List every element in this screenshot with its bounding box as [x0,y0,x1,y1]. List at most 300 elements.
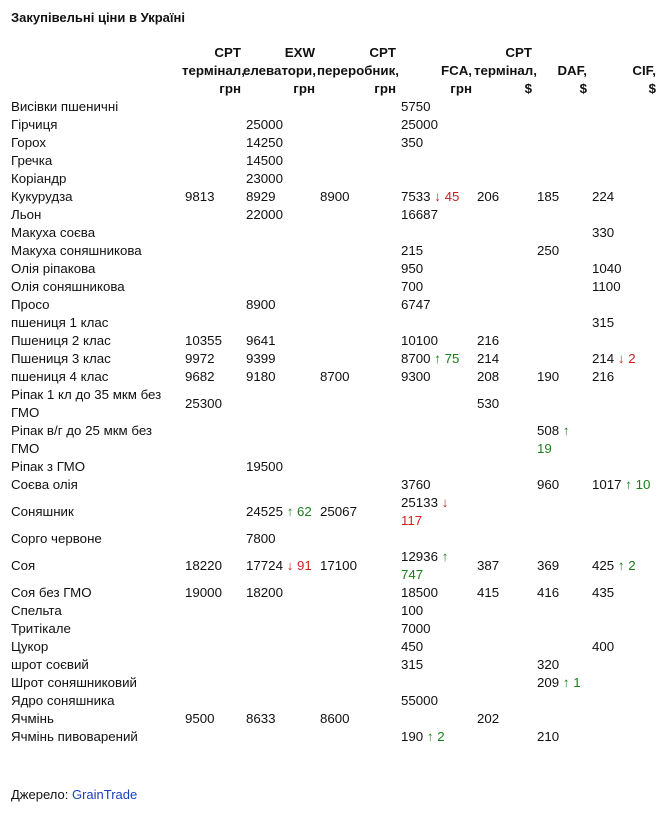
price-cell: 9300 [401,369,431,384]
source-link[interactable]: GrainTrade [71,787,138,802]
price-cell: 8900 [246,297,276,312]
price-cell [589,332,658,350]
price-cell: 6747 [401,297,431,312]
commodity-name: шрот соєвий [11,657,89,672]
price-cell [589,386,658,422]
price-cell [589,152,658,170]
price-cell [589,674,658,692]
price-cell [534,260,589,278]
commodity-name: пшениця 1 клас [11,315,109,330]
price-cell: 369 [537,558,560,573]
price-cell [243,692,317,710]
price-cell [589,710,658,728]
price-cell [317,620,398,638]
price-cell: 950 [401,261,424,276]
table-row [8,152,658,170]
price-cell: 216 [477,333,500,348]
price-cell: 185 [537,189,560,204]
header-row [8,44,658,98]
price-cell [398,170,474,188]
price-cell: 1100 [592,279,621,294]
price-cell: 960 [537,477,560,492]
price-cell [317,476,398,494]
table-row [8,368,658,386]
price-cell: 210 [537,729,560,744]
price-cell [317,422,398,458]
price-cell [589,242,658,260]
price-cell: 215 [401,243,424,258]
table-row [8,656,658,674]
table-row [8,314,658,332]
table-row [8,386,658,422]
price-change-up: ↑ 10 [625,477,651,492]
commodity-name: Макуха соняшникова [11,243,142,258]
price-value: 12936 [401,549,438,564]
price-cell: 9399 [246,351,276,366]
price-cell [534,350,589,368]
price-cell: 22000 [246,207,283,222]
price-cell [243,728,317,746]
table-row [8,278,658,296]
price-cell [182,638,243,656]
price-cell [474,692,534,710]
table-row [8,476,658,494]
price-cell [534,638,589,656]
price-value: 508 [537,423,560,438]
price-cell: 7800 [246,531,276,546]
table-row [8,224,658,242]
price-cell [534,602,589,620]
price-cell [589,692,658,710]
price-cell [317,314,398,332]
commodity-name: Ядро соняшника [11,693,115,708]
price-cell [243,620,317,638]
commodity-name: Пшениця 3 клас [11,351,111,366]
table-row [8,674,658,692]
price-cell [534,98,589,116]
price-cell [243,674,317,692]
table-row [8,620,658,638]
table-row [8,206,658,224]
price-value: 25133 [401,495,438,510]
commodity-name: Спельта [11,603,62,618]
price-cell: 8633 [246,711,276,726]
price-cell [589,620,658,638]
price-cell [182,494,243,530]
price-cell: 350 [401,135,424,150]
table-row [8,116,658,134]
price-cell [398,494,474,530]
price-cell: 9641 [246,333,276,348]
price-cell [317,728,398,746]
price-cell: 9682 [185,369,215,384]
price-cell: 8900 [320,189,350,204]
price-cell: 206 [477,189,500,204]
price-cell [317,170,398,188]
price-cell [243,494,317,530]
price-cell [534,494,589,530]
price-cell [589,530,658,548]
price-cell [398,728,474,746]
price-cell [474,314,534,332]
price-cell [317,638,398,656]
price-cell [182,458,243,476]
price-cell: 19500 [246,459,283,474]
price-cell [398,188,474,206]
header-cpt-terminal-usd: CPT термінал, $ [474,45,537,96]
price-cell: 25000 [401,117,438,132]
price-cell [317,530,398,548]
price-cell: 416 [537,585,560,600]
commodity-name: Висівки пшеничні [11,99,119,114]
price-cell: 7000 [401,621,431,636]
price-cell [243,224,317,242]
header-exw-elevators-uah: EXW елеватори, грн [243,45,316,96]
price-cell [474,728,534,746]
price-cell [534,458,589,476]
price-cell [243,260,317,278]
price-cell [534,116,589,134]
price-cell: 9180 [246,369,276,384]
commodity-name: Ріпак 1 кл до 35 мкм без ГМО [11,387,162,420]
price-value: 8700 [401,351,431,366]
price-cell [317,152,398,170]
table-row [8,332,658,350]
price-cell [589,476,658,494]
price-cell: 250 [537,243,560,258]
commodity-name: пшениця 4 клас [11,369,109,384]
price-cell [589,296,658,314]
price-cell [589,548,658,584]
price-cell [589,458,658,476]
price-cell [243,242,317,260]
price-value: 190 [401,729,424,744]
price-cell [474,278,534,296]
price-cell [317,674,398,692]
price-cell: 18500 [401,585,438,600]
table-row [8,98,658,116]
header-empty [8,44,182,98]
price-cell [243,602,317,620]
price-value: 209 [537,675,560,690]
price-cell [474,602,534,620]
price-cell [182,116,243,134]
price-change-up: ↑ 75 [434,351,460,366]
price-cell [243,422,317,458]
price-cell [589,656,658,674]
price-cell [398,710,474,728]
price-value: 17724 [246,558,283,573]
price-cell [243,386,317,422]
price-value: 214 [592,351,615,366]
commodity-name: Олія соняшникова [11,279,125,294]
commodity-name: Соя без ГМО [11,585,92,600]
header-cpt-terminal-uah: CPT термінал, грн [182,45,245,96]
price-cell: 18220 [185,558,222,573]
price-cell [182,620,243,638]
price-cell: 8929 [246,189,276,204]
table-row [8,548,658,584]
price-cell [534,206,589,224]
price-cell: 18200 [246,585,283,600]
commodity-name: Горох [11,135,46,150]
price-cell: 14250 [246,135,283,150]
price-cell [474,116,534,134]
price-cell: 216 [592,369,615,384]
price-cell [182,296,243,314]
commodity-name: Гірчиця [11,117,58,132]
price-cell [474,458,534,476]
price-cell: 400 [592,639,615,654]
price-cell: 224 [592,189,615,204]
price-cell: 320 [537,657,560,672]
price-cell [398,314,474,332]
source-label: Джерело: [11,787,69,802]
price-cell [243,476,317,494]
price-cell [534,224,589,242]
price-cell [182,674,243,692]
commodity-name: Ячмінь [11,711,54,726]
price-cell [474,476,534,494]
price-cell [534,152,589,170]
price-cell: 530 [477,396,500,411]
prices-table [8,44,658,746]
price-cell: 3760 [401,477,431,492]
price-change-up: ↑ 747 [401,549,449,582]
price-change-up: ↑ 19 [537,423,570,456]
price-cell [317,134,398,152]
price-cell [474,422,534,458]
price-cell [317,98,398,116]
price-cell [474,134,534,152]
price-cell [317,584,398,602]
table-row [8,170,658,188]
price-cell [534,530,589,548]
price-value: 425 [592,558,615,573]
price-cell [589,728,658,746]
header-cpt-processor-uah: CPT переробник, грн [317,45,399,96]
price-cell [317,206,398,224]
price-cell [182,170,243,188]
price-cell [534,710,589,728]
table-row [8,188,658,206]
price-cell [589,170,658,188]
price-cell [474,224,534,242]
commodity-name: Ріпак з ГМО [11,459,86,474]
price-cell [534,422,589,458]
price-cell: 202 [477,711,500,726]
table-row [8,638,658,656]
price-cell [534,296,589,314]
table-row [8,494,658,530]
commodity-name: Ріпак в/г до 25 мкм без ГМО [11,423,153,456]
price-cell [589,422,658,458]
price-cell [474,296,534,314]
table-row [8,260,658,278]
price-cell [243,98,317,116]
header-cif-usd: CIF, $ [632,63,656,96]
price-cell [589,494,658,530]
price-cell [243,314,317,332]
price-cell [474,98,534,116]
price-change-down: ↓ 91 [286,558,312,573]
price-cell: 214 [477,351,500,366]
price-change-up: ↑ 1 [562,675,581,690]
commodity-name: Сорго червоне [11,531,102,546]
commodity-name: Ячмінь пивоварений [11,729,138,744]
price-cell [474,530,534,548]
price-cell [474,242,534,260]
price-cell: 8700 [320,369,350,384]
table-row [8,242,658,260]
price-cell [182,476,243,494]
price-cell: 19000 [185,585,222,600]
source-line [11,787,137,802]
price-cell: 387 [477,558,500,573]
price-cell [243,656,317,674]
price-cell [317,386,398,422]
commodity-name: Просо [11,297,50,312]
price-cell [474,674,534,692]
price-cell [534,314,589,332]
price-cell [534,170,589,188]
price-cell: 55000 [401,693,438,708]
price-cell [398,548,474,584]
price-cell [534,386,589,422]
price-cell [317,278,398,296]
price-cell: 23000 [246,171,283,186]
price-change-down: ↓ 45 [434,189,460,204]
price-cell [243,548,317,584]
price-cell [398,458,474,476]
price-cell: 9813 [185,189,215,204]
price-cell [589,134,658,152]
price-cell [182,242,243,260]
price-cell: 100 [401,603,424,618]
price-cell: 190 [537,369,560,384]
price-cell [398,422,474,458]
price-cell: 9972 [185,351,215,366]
price-cell [317,656,398,674]
price-cell [534,134,589,152]
commodity-name: Кукурудза [11,189,73,204]
price-cell [317,332,398,350]
table-row [8,134,658,152]
price-cell [317,224,398,242]
price-cell: 8600 [320,711,350,726]
commodity-name: Соняшник [11,504,74,519]
price-cell [317,602,398,620]
price-cell: 315 [401,657,424,672]
price-cell: 208 [477,369,500,384]
price-cell: 10100 [401,333,438,348]
price-cell [474,206,534,224]
price-cell [398,386,474,422]
table-row [8,710,658,728]
price-cell: 14500 [246,153,283,168]
table-row [8,728,658,746]
price-cell [317,260,398,278]
price-cell: 16687 [401,207,438,222]
price-cell [534,278,589,296]
commodity-name: Коріандр [11,171,67,186]
commodity-name: Соєва олія [11,477,78,492]
table-row [8,422,658,458]
commodity-name: Пшениця 2 клас [11,333,111,348]
table-row [8,584,658,602]
price-cell [182,314,243,332]
price-cell [534,674,589,692]
price-change-up: ↑ 2 [426,729,445,744]
price-cell: 700 [401,279,424,294]
price-cell [182,260,243,278]
price-cell [474,152,534,170]
price-cell [243,278,317,296]
price-cell: 450 [401,639,424,654]
table-row [8,602,658,620]
price-change-down: ↓ 117 [401,495,449,528]
commodity-name: Льон [11,207,42,222]
price-cell [589,206,658,224]
price-cell: 25067 [320,504,357,519]
price-cell [589,350,658,368]
price-cell: 25300 [185,396,222,411]
price-cell [182,98,243,116]
price-cell [398,224,474,242]
price-cell [398,530,474,548]
price-value: 1017 [592,477,622,492]
price-cell [317,458,398,476]
price-cell: 10355 [185,333,222,348]
commodity-name: Соя [11,558,36,573]
price-cell [182,530,243,548]
commodity-name: Олія ріпакова [11,261,96,276]
header-fca-uah: FCA, грн [440,63,472,96]
price-cell [589,602,658,620]
commodity-name: Гречка [11,153,53,168]
table-row [8,296,658,314]
price-cell: 330 [592,225,615,240]
table-row [8,692,658,710]
price-value: 7533 [401,189,431,204]
price-cell [182,278,243,296]
price-cell [398,674,474,692]
price-cell [474,260,534,278]
price-cell [589,116,658,134]
commodity-name: Цукор [11,639,49,654]
header-daf-usd: DAF, $ [557,63,587,96]
price-cell [182,422,243,458]
price-cell: 9500 [185,711,215,726]
price-cell [474,638,534,656]
commodity-name: Макуха соєва [11,225,96,240]
price-cell: 1040 [592,261,622,276]
price-cell [317,692,398,710]
price-cell [182,134,243,152]
price-cell [317,242,398,260]
price-cell [398,152,474,170]
price-change-up: ↑ 62 [286,504,312,519]
price-cell [182,656,243,674]
price-cell: 315 [592,315,615,330]
price-cell: 435 [592,585,615,600]
price-cell [182,692,243,710]
price-cell [182,152,243,170]
table-row [8,458,658,476]
price-cell [317,296,398,314]
price-cell [317,116,398,134]
commodity-name: Шрот соняшниковий [11,675,137,690]
